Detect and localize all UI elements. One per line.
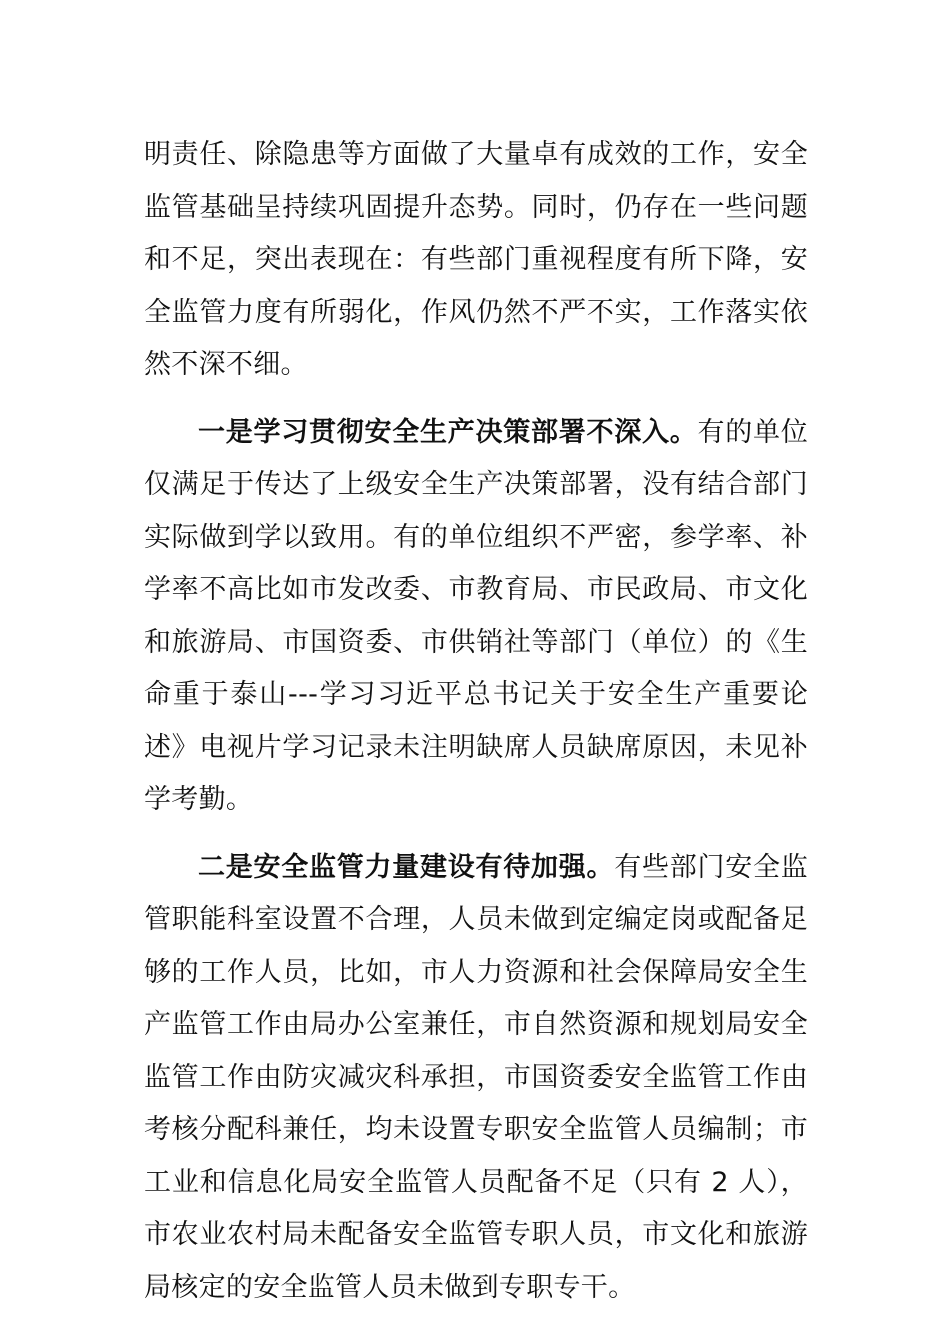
paragraph-intro xyxy=(144,129,808,392)
paragraph-point-one xyxy=(144,407,808,827)
document-body xyxy=(144,129,808,1329)
paragraph-point-two xyxy=(144,842,808,1315)
paragraph-point-two-text: 有些部门安全监管职能科室设置不合理，人员未做到定编定岗或配备足够的工作人员，比如，市人力资源和社会保障局安全生产监管工作由局办公室兼任，市自然资源和规划局安全监管工作由防灾减灾科承担，市国资委安全监管工作由考核分配科兼任，均未设置专职安全监管人员编制；市工业和信息化局安全监管人员配备不足（只有 2 人），市农业农村局未配备安全监管专职人员，市文化和旅游局核定的安全监管人员未做到专职专干。 xyxy=(144,851,809,1303)
paragraph-point-one-text: 有的单位仅满足于传达了上级安全生产决策部署，没有结合部门实际做到学以致用。有的单位组织不严密，参学率、补学率不高比如市发改委、市教育局、市民政局、市文化和旅游局、市国资委、市供销社等部门（单位）的《生命重于泰山---学习习近平总书记关于安全生产重要论述》电视片学习记录未注明缺席人员缺席原因，未见补学考勤。 xyxy=(144,416,808,815)
paragraph-intro-text: 明责任、除隐患等方面做了大量卓有成效的工作，安全监管基础呈持续巩固提升态势。同时，仍存在一些问题和不足，突出表现在：有些部门重视程度有所下降，安全监管力度有所弱化，作风仍然不严不实，工作落实依然不深不细。 xyxy=(144,139,808,380)
paragraph-point-one-heading: 一是学习贯彻安全生产决策部署不深入。 xyxy=(198,416,698,448)
paragraph-point-two-heading: 二是安全监管力量建设有待加强。 xyxy=(198,851,615,883)
